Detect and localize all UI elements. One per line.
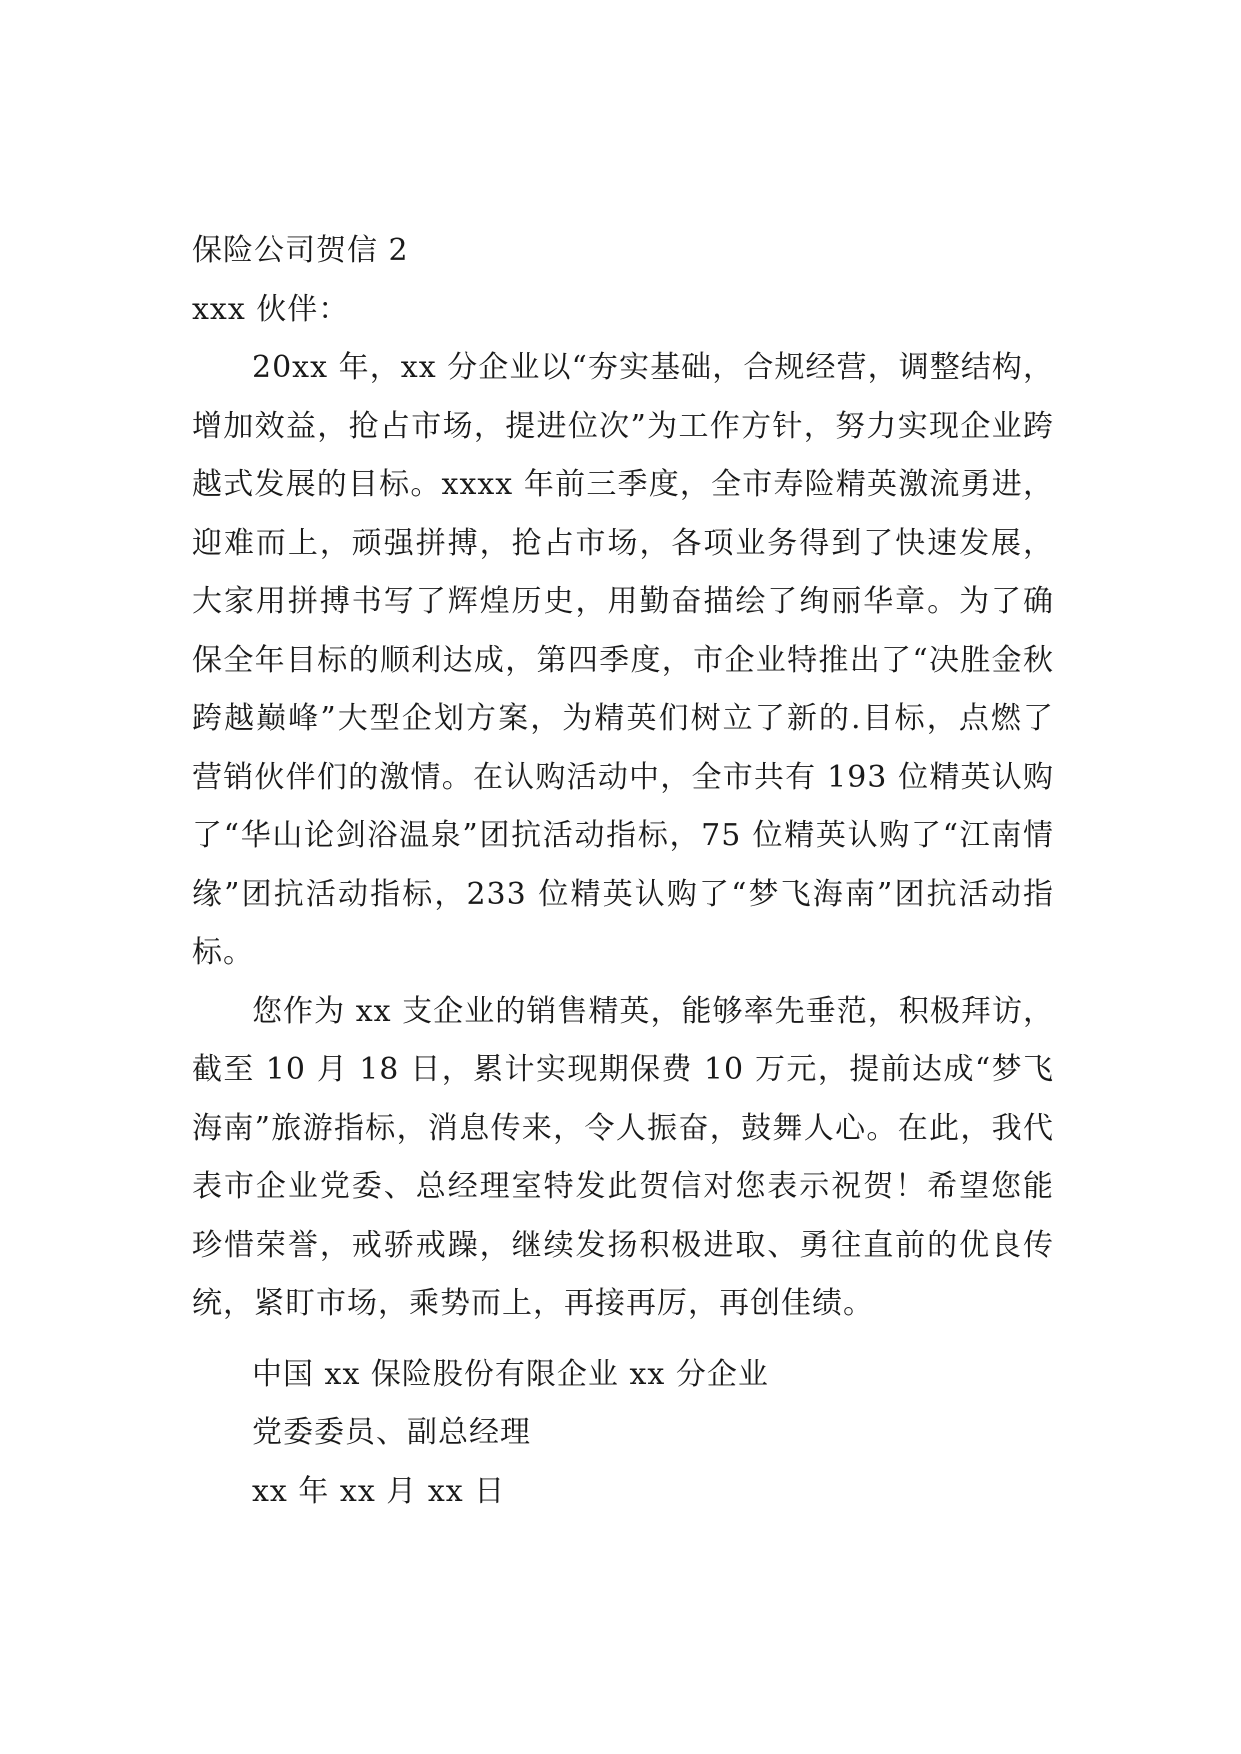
signoff-block	[192, 1346, 1054, 1522]
signoff-position: 党委委员、副总经理	[252, 1415, 531, 1450]
signoff-organization: 中国 xx 保险股份有限企业 xx 分企业	[252, 1356, 769, 1392]
paragraph-2: 您作为 xx 支企业的销售精英，能够率先垂范，积极拜访，截至 10 月 18 日，累计实现期保费 10 万元，提前达成“梦飞海南”旅游指标，消息传来，令人振奋，鼓舞人心。在此，我代表市企业党委、总经理室特发此贺信对您表示祝贺！希望您能珍惜荣誉，戒骄戒躁，继续发扬积极进取、勇往直前的优良传统，紧盯市场，乘势而上，再接再厉，再创佳绩。	[192, 993, 1054, 1321]
paragraph-1: 20xx 年，xx 分企业以“夯实基础，合规经营，调整结构，增加效益，抢占市场，提进位次”为工作方针，努力实现企业跨越式发展的目标。xxxx 年前三季度，全市寿险精英激流勇进，迎难而上，顽强拼搏，抢占市场，各项业务得到了快速发展，大家用拼搏书写了辉煌历史，用勤奋描绘了绚丽华章。为了确保全年目标的顺利达成，第四季度，市企业特推出了“决胜金秋 跨越巅峰”大型企划方案，为精英们树立了新的.目标，点燃了营销伙伴们的激情。在认购活动中，全市共有 193 位精英认购了“华山论剑浴温泉”团抗活动指标，75 位精英认购了“江南情缘”团抗活动指标，233 位精英认购了“梦飞海南”团抗活动指标。	[192, 350, 1054, 970]
letter-title: 保险公司贺信 2	[192, 233, 409, 268]
letter-body	[192, 222, 1054, 1521]
signoff-date: xx 年 xx 月 xx 日	[252, 1473, 506, 1509]
salutation: xxx 伙伴：	[192, 291, 350, 327]
